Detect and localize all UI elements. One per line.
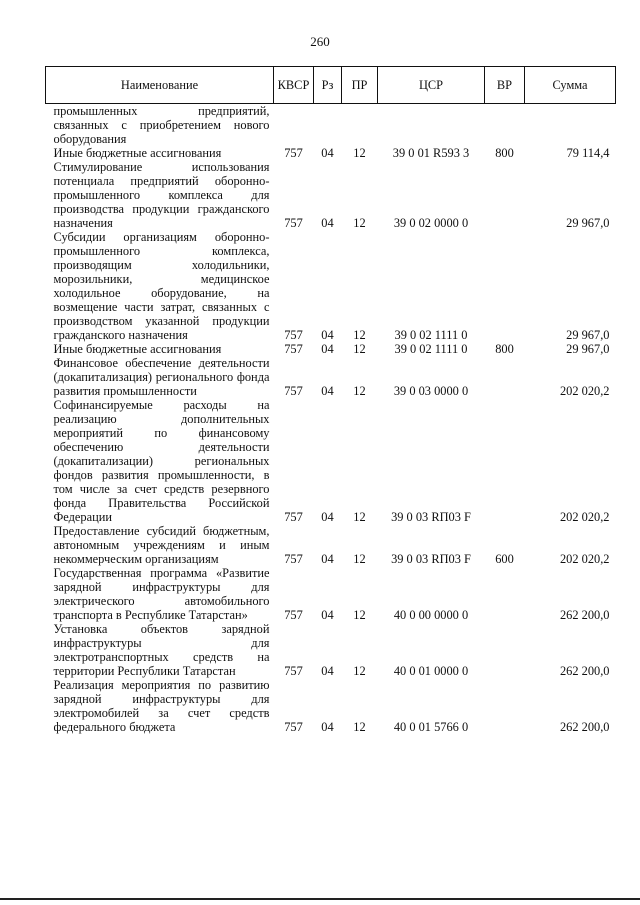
row-rz: 04: [321, 552, 334, 566]
bottom-divider: [0, 898, 640, 900]
header-sum: Сумма: [525, 67, 616, 104]
row-rz: 04: [321, 328, 334, 342]
row-rz: 04: [321, 608, 334, 622]
row-rz: 04: [321, 146, 334, 160]
row-pr: 12: [353, 216, 366, 230]
row-csr: [378, 104, 485, 147]
row-csr: 40 0 01 5766 0: [393, 720, 469, 734]
row-kvsr: 757: [284, 510, 303, 524]
row-name: Софинансируемые расходы на реализацию дополнительных мероприятий по финансовому обеспечению деятельности (докапитализации) региональных фондов развития промышленности, в том числе за счет средств резервного фонда Правительства Российской Федерации: [53, 398, 270, 524]
row-sum: 262 200,0: [559, 608, 610, 622]
row-vr: [485, 160, 525, 230]
table-row: [46, 566, 616, 622]
row-name: Иные бюджетные ассигнования: [53, 146, 222, 160]
header-csr: ЦСР: [378, 67, 485, 104]
header-pr: ПР: [342, 67, 378, 104]
page-number: 260: [310, 34, 330, 49]
row-name: Реализация мероприятия по развитию зарядной инфраструктуры для электромобилей за счет средств федерального бюджета: [53, 678, 270, 734]
row-kvsr: 757: [284, 146, 303, 160]
table-row: [46, 622, 616, 678]
row-kvsr: 757: [284, 216, 303, 230]
header-kvsr: КВСР: [274, 67, 314, 104]
row-vr: [485, 356, 525, 398]
row-kvsr: 757: [284, 552, 303, 566]
row-sum: 262 200,0: [559, 664, 610, 678]
row-pr: 12: [353, 608, 366, 622]
row-csr: 40 0 00 0000 0: [393, 608, 469, 622]
table-header-row: [46, 67, 616, 104]
row-csr: 40 0 01 0000 0: [393, 664, 469, 678]
row-rz: 04: [321, 342, 334, 356]
row-name: Установка объектов зарядной инфраструктуры для электротранспортных средств на территории Республики Татарстан: [53, 622, 270, 678]
table-row: [46, 524, 616, 566]
row-csr: 39 0 02 1111 0: [394, 328, 468, 342]
row-sum: 202 020,2: [559, 510, 610, 524]
row-sum: 29 967,0: [566, 342, 610, 356]
row-sum: 29 967,0: [566, 328, 610, 342]
row-sum: 79 114,4: [566, 146, 610, 160]
header-vr: ВР: [485, 67, 525, 104]
row-vr: [485, 678, 525, 734]
row-name: промышленных предприятий, связанных с приобретением нового оборудования: [53, 104, 270, 146]
row-kvsr: 757: [284, 328, 303, 342]
row-rz: 04: [321, 216, 334, 230]
row-rz: 04: [321, 384, 334, 398]
table-row: [46, 678, 616, 734]
row-kvsr: 757: [284, 342, 303, 356]
row-kvsr: 757: [284, 384, 303, 398]
row-name: Субсидии организациям оборонно-промышленного комплекса, производящим холодильники, морозильники, медицинское холодильное оборудование, на возмещение части затрат, связанных с производством указанной продукции гражданского назначения: [53, 230, 270, 342]
header-name: Наименование: [46, 67, 274, 104]
row-pr: 12: [353, 384, 366, 398]
row-csr: 39 0 02 1111 0: [394, 342, 468, 356]
header-rz: Рз: [314, 67, 342, 104]
row-pr: 12: [353, 664, 366, 678]
row-csr: 39 0 03 0000 0: [393, 384, 469, 398]
row-pr: 12: [353, 720, 366, 734]
row-sum: 202 020,2: [559, 552, 610, 566]
row-sum: 29 967,0: [566, 216, 610, 230]
row-vr: 800: [495, 342, 514, 356]
row-name: Стимулирование использования потенциала предприятий оборонно-промышленного комплекса для производства продукции гражданского назначения: [53, 160, 270, 230]
table-row: [46, 104, 616, 147]
row-csr: 39 0 03 RП03 F: [391, 552, 471, 566]
table-row: [46, 230, 616, 342]
row-rz: 04: [321, 510, 334, 524]
row-rz: 04: [321, 664, 334, 678]
row-pr: 12: [353, 146, 366, 160]
row-name: Государственная программа «Развитие зарядной инфраструктуры для электрического автомобильного транспорта в Республике Татарстан»: [53, 566, 270, 622]
row-vr: 600: [495, 552, 514, 566]
row-sum: 202 020,2: [559, 384, 610, 398]
row-vr: [485, 398, 525, 524]
table-row: [46, 146, 616, 160]
row-csr: 39 0 01 R593 3: [392, 146, 470, 160]
row-csr: 39 0 02 0000 0: [393, 216, 469, 230]
table-row: [46, 398, 616, 524]
row-vr: [485, 622, 525, 678]
row-rz: [314, 104, 342, 147]
row-sum: 262 200,0: [559, 720, 610, 734]
table-row: [46, 356, 616, 398]
row-name: Иные бюджетные ассигнования: [53, 342, 222, 356]
row-vr: [485, 230, 525, 342]
row-csr: 39 0 03 RП03 F: [391, 510, 471, 524]
budget-table: [45, 66, 616, 734]
row-name: Финансовое обеспечение деятельности (докапитализация) регионального фонда развития промышленности: [53, 356, 270, 398]
row-sum: [525, 104, 616, 147]
row-kvsr: 757: [284, 608, 303, 622]
row-vr: 800: [495, 146, 514, 160]
table-row: [46, 160, 616, 230]
row-kvsr: 757: [284, 720, 303, 734]
row-name: Предоставление субсидий бюджетным, автономным учреждениям и иным некоммерческим организациям: [53, 524, 270, 566]
row-vr: [485, 104, 525, 147]
row-vr: [485, 566, 525, 622]
row-rz: 04: [321, 720, 334, 734]
table-row: [46, 342, 616, 356]
row-pr: 12: [353, 552, 366, 566]
row-kvsr: 757: [284, 664, 303, 678]
row-pr: 12: [353, 328, 366, 342]
row-pr: 12: [353, 510, 366, 524]
row-pr: 12: [353, 342, 366, 356]
row-kvsr: [274, 104, 314, 147]
row-pr: [342, 104, 378, 147]
